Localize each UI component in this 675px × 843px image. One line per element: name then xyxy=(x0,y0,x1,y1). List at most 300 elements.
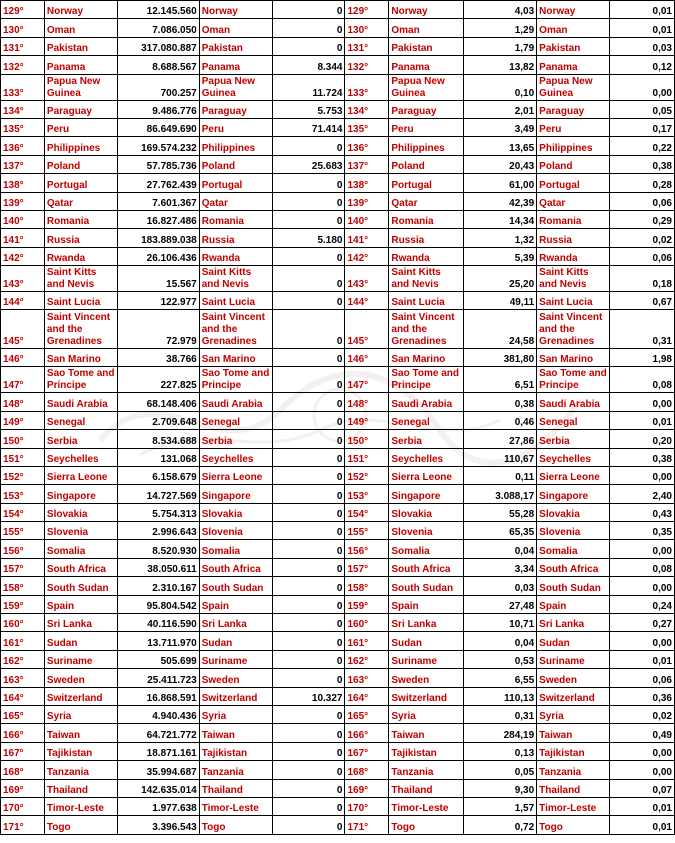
value-cell: 0 xyxy=(272,137,345,155)
table-row xyxy=(1,367,675,393)
rank-cell: 139° xyxy=(345,192,389,210)
country-cell: Timor-Leste xyxy=(537,797,610,815)
country-cell: Sao Tome and Principe xyxy=(199,367,272,393)
value-cell: 169.574.232 xyxy=(117,137,199,155)
value-cell: 71.414 xyxy=(272,118,345,136)
rank-cell: 149° xyxy=(345,411,389,429)
rank-cell: 157° xyxy=(1,558,45,576)
country-cell: Saudi Arabia xyxy=(389,393,464,411)
country-cell: San Marino xyxy=(537,348,610,366)
value-cell: 0,04 xyxy=(464,632,537,650)
value-cell: 61,00 xyxy=(464,174,537,192)
value-cell: 5,39 xyxy=(464,247,537,265)
rank-cell: 163° xyxy=(345,669,389,687)
country-cell: Seychelles xyxy=(537,448,610,466)
value-cell: 27,86 xyxy=(464,430,537,448)
rank-cell: 131° xyxy=(345,37,389,55)
country-cell: Papua New Guinea xyxy=(537,74,610,100)
country-cell: Tanzania xyxy=(537,761,610,779)
rank-cell: 138° xyxy=(345,174,389,192)
rank-cell: 161° xyxy=(345,632,389,650)
rank-cell: 132° xyxy=(1,56,45,74)
country-cell: South Africa xyxy=(199,558,272,576)
table-row xyxy=(1,724,675,742)
value-cell: 5.754.313 xyxy=(117,503,199,521)
rank-cell: 165° xyxy=(1,706,45,724)
country-cell: Slovenia xyxy=(389,522,464,540)
country-cell: Sri Lanka xyxy=(537,614,610,632)
value-cell: 13.711.970 xyxy=(117,632,199,650)
value-cell: 0,00 xyxy=(610,742,675,760)
rank-cell: 146° xyxy=(1,348,45,366)
value-cell: 0,28 xyxy=(610,174,675,192)
country-cell: Thailand xyxy=(537,779,610,797)
country-cell: Papua New Guinea xyxy=(44,74,117,100)
country-cell: Serbia xyxy=(199,430,272,448)
table-row xyxy=(1,687,675,705)
value-cell: 2,40 xyxy=(610,485,675,503)
rank-cell: 147° xyxy=(1,367,45,393)
rank-cell: 131° xyxy=(1,37,45,55)
country-cell: Tajikistan xyxy=(44,742,117,760)
table-row xyxy=(1,430,675,448)
value-cell: 14.727.569 xyxy=(117,485,199,503)
country-cell: Papua New Guinea xyxy=(199,74,272,100)
country-cell: Switzerland xyxy=(199,687,272,705)
value-cell: 0 xyxy=(272,797,345,815)
country-cell: Togo xyxy=(537,816,610,834)
rank-cell: 161° xyxy=(1,632,45,650)
table-row xyxy=(1,761,675,779)
table-row xyxy=(1,100,675,118)
value-cell: 14,34 xyxy=(464,210,537,228)
value-cell: 0,06 xyxy=(610,247,675,265)
rank-cell: 151° xyxy=(1,448,45,466)
table-row xyxy=(1,650,675,668)
rank-cell: 158° xyxy=(1,577,45,595)
rank-cell: 170° xyxy=(345,797,389,815)
country-cell: Somalia xyxy=(389,540,464,558)
country-cell: Romania xyxy=(199,210,272,228)
rank-cell: 171° xyxy=(345,816,389,834)
rank-cell: 137° xyxy=(1,155,45,173)
value-cell: 0 xyxy=(272,577,345,595)
country-cell: Sweden xyxy=(389,669,464,687)
rank-cell: 133° xyxy=(345,74,389,100)
country-cell: Saudi Arabia xyxy=(537,393,610,411)
country-cell: Romania xyxy=(537,210,610,228)
rank-cell: 162° xyxy=(345,650,389,668)
country-cell: Sudan xyxy=(44,632,117,650)
country-cell: Sierra Leone xyxy=(199,466,272,484)
country-cell: Seychelles xyxy=(389,448,464,466)
value-cell: 0,00 xyxy=(610,393,675,411)
country-cell: Syria xyxy=(199,706,272,724)
value-cell: 55,28 xyxy=(464,503,537,521)
value-cell: 2.996.643 xyxy=(117,522,199,540)
rank-cell: 166° xyxy=(1,724,45,742)
value-cell: 0,43 xyxy=(610,503,675,521)
value-cell: 0 xyxy=(272,503,345,521)
rank-cell: 136° xyxy=(345,137,389,155)
country-cell: Tanzania xyxy=(199,761,272,779)
country-cell: Oman xyxy=(537,19,610,37)
value-cell: 110,13 xyxy=(464,687,537,705)
value-cell: 0,29 xyxy=(610,210,675,228)
country-cell: Switzerland xyxy=(44,687,117,705)
rank-cell: 135° xyxy=(345,118,389,136)
country-cell: Rwanda xyxy=(389,247,464,265)
value-cell: 1,79 xyxy=(464,37,537,55)
value-cell: 0,07 xyxy=(610,779,675,797)
table-row xyxy=(1,558,675,576)
table-row xyxy=(1,466,675,484)
rank-cell: 150° xyxy=(1,430,45,448)
rank-cell: 144° xyxy=(1,292,45,310)
country-cell: Senegal xyxy=(389,411,464,429)
rank-cell: 152° xyxy=(345,466,389,484)
country-cell: Singapore xyxy=(537,485,610,503)
value-cell: 13,65 xyxy=(464,137,537,155)
rank-cell: 145° xyxy=(1,310,45,349)
value-cell: 25.683 xyxy=(272,155,345,173)
value-cell: 0 xyxy=(272,310,345,349)
country-cell: San Marino xyxy=(389,348,464,366)
rank-cell: 134° xyxy=(345,100,389,118)
rank-cell: 167° xyxy=(345,742,389,760)
value-cell: 0 xyxy=(272,724,345,742)
table-row xyxy=(1,448,675,466)
value-cell: 95.804.542 xyxy=(117,595,199,613)
value-cell: 0,10 xyxy=(464,74,537,100)
country-cell: Senegal xyxy=(44,411,117,429)
country-cell: Spain xyxy=(44,595,117,613)
value-cell: 10.327 xyxy=(272,687,345,705)
value-cell: 0,02 xyxy=(610,706,675,724)
value-cell: 27,48 xyxy=(464,595,537,613)
value-cell: 7.601.367 xyxy=(117,192,199,210)
country-cell: Saudi Arabia xyxy=(199,393,272,411)
value-cell: 0 xyxy=(272,448,345,466)
country-cell: Papua New Guinea xyxy=(389,74,464,100)
value-cell: 26.106.436 xyxy=(117,247,199,265)
value-cell: 183.889.038 xyxy=(117,229,199,247)
country-cell: Sweden xyxy=(537,669,610,687)
country-cell: Sierra Leone xyxy=(389,466,464,484)
table-row xyxy=(1,393,675,411)
country-cell: Suriname xyxy=(389,650,464,668)
value-cell: 0 xyxy=(272,595,345,613)
table-row xyxy=(1,742,675,760)
value-cell: 3.396.543 xyxy=(117,816,199,834)
rank-cell: 150° xyxy=(345,430,389,448)
country-cell: Seychelles xyxy=(199,448,272,466)
value-cell: 3.088,17 xyxy=(464,485,537,503)
country-cell: Peru xyxy=(199,118,272,136)
country-cell: Sao Tome and Principe xyxy=(389,367,464,393)
country-cell: Pakistan xyxy=(537,37,610,55)
value-cell: 0,01 xyxy=(610,1,675,19)
value-cell: 2.310.167 xyxy=(117,577,199,595)
rank-cell: 154° xyxy=(1,503,45,521)
value-cell: 27.762.439 xyxy=(117,174,199,192)
country-cell: Peru xyxy=(537,118,610,136)
country-cell: Saint Kitts and Nevis xyxy=(44,266,117,292)
value-cell: 0 xyxy=(272,266,345,292)
value-cell: 0 xyxy=(272,632,345,650)
rank-cell: 130° xyxy=(345,19,389,37)
table-row xyxy=(1,266,675,292)
value-cell: 0,08 xyxy=(610,367,675,393)
value-cell: 0 xyxy=(272,411,345,429)
country-cell: Philippines xyxy=(389,137,464,155)
country-cell: Tanzania xyxy=(389,761,464,779)
country-cell: Qatar xyxy=(44,192,117,210)
rank-cell: 164° xyxy=(345,687,389,705)
rank-cell: 133° xyxy=(1,74,45,100)
rank-cell: 162° xyxy=(1,650,45,668)
table-row xyxy=(1,706,675,724)
value-cell: 0,04 xyxy=(464,540,537,558)
country-cell: Philippines xyxy=(199,137,272,155)
value-cell: 1.977.638 xyxy=(117,797,199,815)
value-cell: 0,24 xyxy=(610,595,675,613)
rank-cell: 145° xyxy=(345,310,389,349)
value-cell: 0,72 xyxy=(464,816,537,834)
value-cell: 10,71 xyxy=(464,614,537,632)
rank-cell: 152° xyxy=(1,466,45,484)
country-cell: Serbia xyxy=(44,430,117,448)
value-cell: 0,00 xyxy=(610,540,675,558)
value-cell: 142.635.014 xyxy=(117,779,199,797)
value-cell: 381,80 xyxy=(464,348,537,366)
value-cell: 8.520.930 xyxy=(117,540,199,558)
rank-cell: 149° xyxy=(1,411,45,429)
rank-cell: 153° xyxy=(345,485,389,503)
country-cell: Sweden xyxy=(199,669,272,687)
value-cell: 122.977 xyxy=(117,292,199,310)
value-cell: 0 xyxy=(272,522,345,540)
rank-cell: 141° xyxy=(345,229,389,247)
country-cell: Sierra Leone xyxy=(44,466,117,484)
country-cell: Poland xyxy=(537,155,610,173)
country-cell: Philippines xyxy=(537,137,610,155)
rank-cell: 157° xyxy=(345,558,389,576)
value-cell: 0,35 xyxy=(610,522,675,540)
country-cell: Syria xyxy=(537,706,610,724)
country-cell: Switzerland xyxy=(537,687,610,705)
value-cell: 0,01 xyxy=(610,816,675,834)
value-cell: 0 xyxy=(272,706,345,724)
value-cell: 15.567 xyxy=(117,266,199,292)
country-cell: Togo xyxy=(44,816,117,834)
value-cell: 0 xyxy=(272,393,345,411)
value-cell: 0,38 xyxy=(464,393,537,411)
rank-cell: 142° xyxy=(1,247,45,265)
country-cell: Suriname xyxy=(199,650,272,668)
country-cell: Panama xyxy=(537,56,610,74)
value-cell: 72.979 xyxy=(117,310,199,349)
value-cell: 16.827.486 xyxy=(117,210,199,228)
value-cell: 38.766 xyxy=(117,348,199,366)
value-cell: 8.344 xyxy=(272,56,345,74)
country-cell: Taiwan xyxy=(199,724,272,742)
table-row xyxy=(1,229,675,247)
value-cell: 0,03 xyxy=(464,577,537,595)
country-cell: South Sudan xyxy=(389,577,464,595)
country-cell: Peru xyxy=(389,118,464,136)
rank-cell: 155° xyxy=(1,522,45,540)
value-cell: 1,57 xyxy=(464,797,537,815)
table-row xyxy=(1,522,675,540)
value-cell: 65,35 xyxy=(464,522,537,540)
value-cell: 13,82 xyxy=(464,56,537,74)
country-cell: Saint Kitts and Nevis xyxy=(199,266,272,292)
country-cell: Pakistan xyxy=(199,37,272,55)
value-cell: 0,01 xyxy=(610,797,675,815)
country-cell: Russia xyxy=(537,229,610,247)
value-cell: 131.068 xyxy=(117,448,199,466)
country-cell: Syria xyxy=(44,706,117,724)
value-cell: 0 xyxy=(272,367,345,393)
value-cell: 505.699 xyxy=(117,650,199,668)
value-cell: 0 xyxy=(272,540,345,558)
table-row xyxy=(1,74,675,100)
value-cell: 86.649.690 xyxy=(117,118,199,136)
country-cell: Norway xyxy=(389,1,464,19)
country-cell: Oman xyxy=(44,19,117,37)
country-cell: Suriname xyxy=(44,650,117,668)
value-cell: 284,19 xyxy=(464,724,537,742)
value-cell: 0,01 xyxy=(610,650,675,668)
country-cell: Tajikistan xyxy=(199,742,272,760)
country-cell: Thailand xyxy=(199,779,272,797)
country-cell: San Marino xyxy=(44,348,117,366)
value-cell: 0,12 xyxy=(610,56,675,74)
country-cell: Spain xyxy=(537,595,610,613)
table-row xyxy=(1,174,675,192)
rank-cell: 159° xyxy=(1,595,45,613)
country-cell: Panama xyxy=(389,56,464,74)
value-cell: 0,46 xyxy=(464,411,537,429)
value-cell: 0 xyxy=(272,37,345,55)
country-cell: Saint Lucia xyxy=(537,292,610,310)
value-cell: 0,18 xyxy=(610,266,675,292)
country-cell: Paraguay xyxy=(389,100,464,118)
rank-cell: 134° xyxy=(1,100,45,118)
rank-cell: 160° xyxy=(345,614,389,632)
country-cell: Romania xyxy=(389,210,464,228)
country-cell: Portugal xyxy=(199,174,272,192)
rank-cell: 130° xyxy=(1,19,45,37)
value-cell: 5.753 xyxy=(272,100,345,118)
rank-cell: 160° xyxy=(1,614,45,632)
country-cell: Sweden xyxy=(44,669,117,687)
country-cell: Poland xyxy=(389,155,464,173)
value-cell: 38.050.611 xyxy=(117,558,199,576)
value-cell: 0,01 xyxy=(610,19,675,37)
country-cell: Tajikistan xyxy=(537,742,610,760)
country-cell: Sri Lanka xyxy=(199,614,272,632)
value-cell: 0 xyxy=(272,485,345,503)
value-cell: 0,67 xyxy=(610,292,675,310)
value-cell: 0,17 xyxy=(610,118,675,136)
table-row xyxy=(1,614,675,632)
country-cell: Sao Tome and Principe xyxy=(44,367,117,393)
country-cell: Tanzania xyxy=(44,761,117,779)
country-cell: Sao Tome and Principe xyxy=(537,367,610,393)
table-row xyxy=(1,192,675,210)
value-cell: 20,43 xyxy=(464,155,537,173)
country-cell: Panama xyxy=(199,56,272,74)
country-cell: Togo xyxy=(389,816,464,834)
table-row xyxy=(1,632,675,650)
value-cell: 227.825 xyxy=(117,367,199,393)
value-cell: 2.709.648 xyxy=(117,411,199,429)
value-cell: 0,06 xyxy=(610,669,675,687)
rank-cell: 155° xyxy=(345,522,389,540)
country-cell: Qatar xyxy=(199,192,272,210)
country-cell: Qatar xyxy=(537,192,610,210)
country-cell: Portugal xyxy=(537,174,610,192)
country-cell: Panama xyxy=(44,56,117,74)
value-cell: 1,98 xyxy=(610,348,675,366)
country-cell: Tajikistan xyxy=(389,742,464,760)
value-cell: 0,20 xyxy=(610,430,675,448)
rank-cell: 154° xyxy=(345,503,389,521)
value-cell: 4.940.436 xyxy=(117,706,199,724)
value-cell: 0,00 xyxy=(610,761,675,779)
rank-cell: 165° xyxy=(345,706,389,724)
country-cell: Slovakia xyxy=(537,503,610,521)
table-row xyxy=(1,779,675,797)
country-cell: Saint Vincent and the Grenadines xyxy=(537,310,610,349)
country-cell: Saint Lucia xyxy=(44,292,117,310)
table-row xyxy=(1,247,675,265)
table-row xyxy=(1,210,675,228)
country-cell: Portugal xyxy=(44,174,117,192)
rank-cell: 143° xyxy=(1,266,45,292)
value-cell: 0 xyxy=(272,174,345,192)
value-cell: 9,30 xyxy=(464,779,537,797)
country-cell: Qatar xyxy=(389,192,464,210)
value-cell: 0 xyxy=(272,348,345,366)
value-cell: 0,36 xyxy=(610,687,675,705)
country-cell: Sudan xyxy=(199,632,272,650)
country-cell: Suriname xyxy=(537,650,610,668)
table-row xyxy=(1,137,675,155)
rank-cell: 158° xyxy=(345,577,389,595)
country-cell: Timor-Leste xyxy=(44,797,117,815)
value-cell: 0,00 xyxy=(610,577,675,595)
country-cell: Sri Lanka xyxy=(389,614,464,632)
country-cell: Norway xyxy=(537,1,610,19)
table-row xyxy=(1,669,675,687)
country-cell: Saint Vincent and the Grenadines xyxy=(44,310,117,349)
country-cell: San Marino xyxy=(199,348,272,366)
table-row xyxy=(1,797,675,815)
country-cell: Sudan xyxy=(537,632,610,650)
value-cell: 0,22 xyxy=(610,137,675,155)
value-cell: 24,58 xyxy=(464,310,537,349)
value-cell: 9.486.776 xyxy=(117,100,199,118)
rank-cell: 135° xyxy=(1,118,45,136)
value-cell: 0,38 xyxy=(610,448,675,466)
value-cell: 57.785.736 xyxy=(117,155,199,173)
table-row xyxy=(1,348,675,366)
value-cell: 0 xyxy=(272,430,345,448)
country-cell: Norway xyxy=(44,1,117,19)
